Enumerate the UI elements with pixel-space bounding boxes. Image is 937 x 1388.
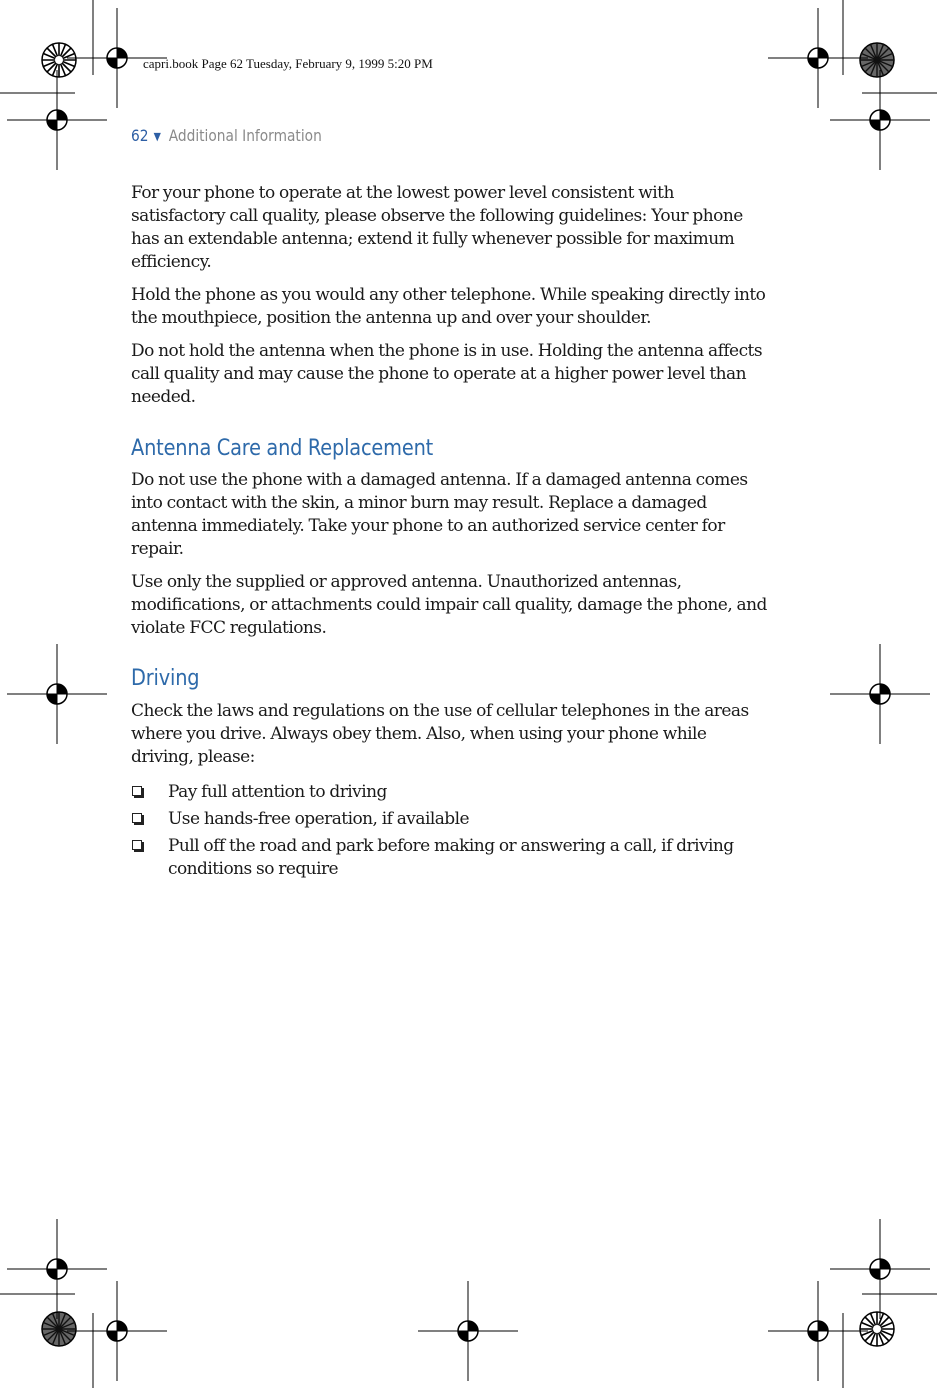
section-heading-driving: Driving <box>131 666 200 691</box>
list-item-text: Pay full attention to driving <box>168 782 387 802</box>
driving-guidelines-list <box>131 781 771 881</box>
body-paragraph: Use only the supplied or approved antenna. Unauthorized antennas, modifications, or attachments could impair call quality, damage the phone, and violate FCC regulations. <box>131 572 767 638</box>
list-item <box>131 808 771 831</box>
list-item <box>131 835 771 881</box>
checkbox-bullet-icon <box>132 786 142 796</box>
list-item <box>131 781 771 804</box>
checkbox-bullet-icon <box>132 813 142 823</box>
body-paragraph: Do not hold the antenna when the phone is in use. Holding the antenna affects call quality and may cause the phone to operate at a higher power level than needed. <box>131 341 762 407</box>
body-paragraph: Check the laws and regulations on the use of cellular telephones in the areas where you drive. Always obey them. Also, when using your phone while driving, please: <box>131 701 749 767</box>
body-paragraph: Hold the phone as you would any other telephone. While speaking directly into the mouthpiece, position the antenna up and over your shoulder. <box>131 285 766 328</box>
checkbox-bullet-icon <box>132 840 142 850</box>
page-body <box>131 182 771 885</box>
list-item-text: Pull off the road and park before making or answering a call, if driving conditions so require <box>168 836 734 879</box>
header-title: Additional Information <box>168 126 322 145</box>
page-number: 62 <box>131 126 149 145</box>
body-paragraph: For your phone to operate at the lowest power level consistent with satisfactory call quality, please observe the following guidelines: Your phone has an extendable antenna; extend it fully whenever possible for maximum efficiency. <box>131 183 743 272</box>
print-slug: capri.book Page 62 Tuesday, February 9, 1999 5:20 PM <box>143 56 433 71</box>
triangle-down-icon: ▼ <box>153 130 161 143</box>
section-heading-antenna: Antenna Care and Replacement <box>131 436 434 461</box>
running-header <box>131 126 322 145</box>
list-item-text: Use hands-free operation, if available <box>168 809 470 829</box>
body-paragraph: Do not use the phone with a damaged antenna. If a damaged antenna comes into contact with the skin, a minor burn may result. Replace a damaged antenna immediately. Take your phone to an authorized service center for repair. <box>131 470 748 559</box>
